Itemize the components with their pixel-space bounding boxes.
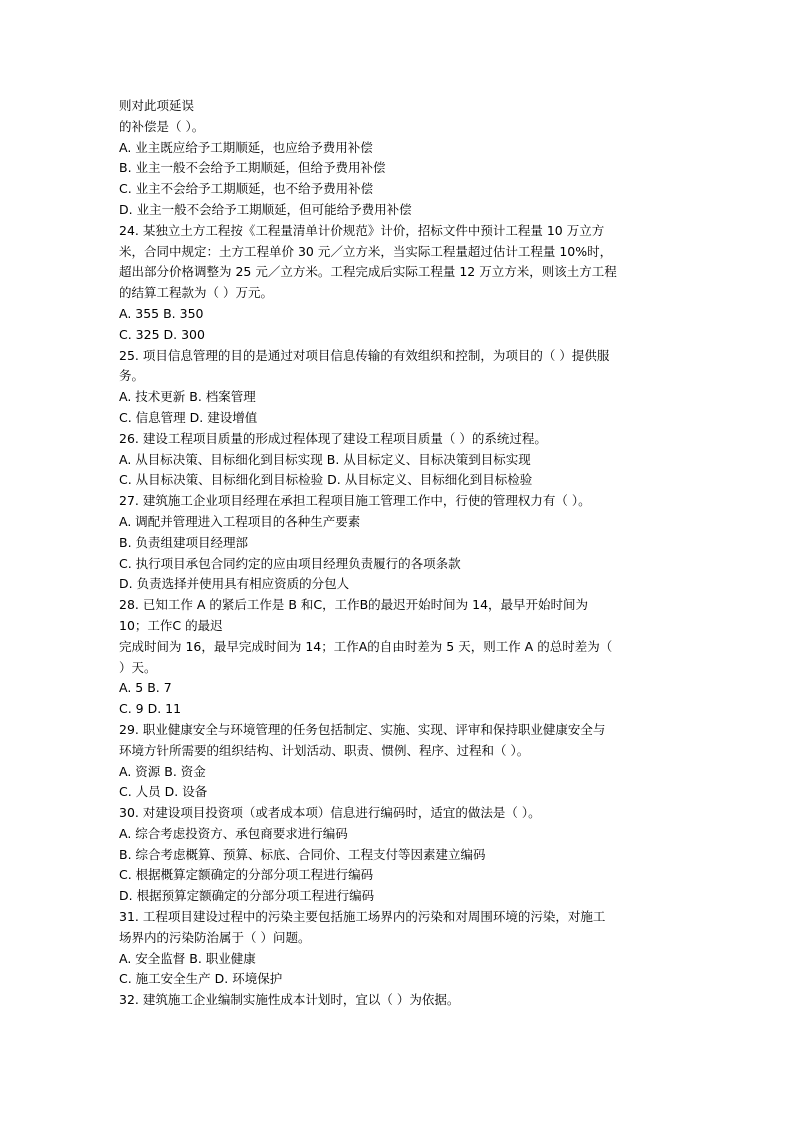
answer-options-row: C. 人员 D. 设备 <box>119 784 208 800</box>
answer-options-row: A. 从目标决策、目标细化到目标实现 B. 从目标定义、目标决策到目标实现 <box>119 451 531 467</box>
answer-option: C. 执行项目承包合同约定的应由项目经理负责履行的各项条款 <box>119 555 461 571</box>
answer-option: B. 负责组建项目经理部 <box>119 534 249 550</box>
question-29-text: 29. 职业健康安全与环境管理的任务包括制定、实施、实现、评审和保持职业健康安全与 <box>119 721 606 737</box>
answer-options-row: A. 安全监督 B. 职业健康 <box>119 950 256 966</box>
question-31-text: 场界内的污染防治属于（ ）问题。 <box>119 929 311 945</box>
question-text-line: 则对此项延误 <box>119 98 195 113</box>
answer-option: C. 业主不会给予工期顺延，也不给予费用补偿 <box>119 181 374 197</box>
question-text-line: 的补偿是（ ）。 <box>119 118 205 134</box>
question-30-text: 30. 对建设项目投资项（或者成本项）信息进行编码时，适宜的做法是（ ）。 <box>119 805 541 821</box>
question-27-text: 27. 建筑施工企业项目经理在承担工程项目施工管理工作中，行使的管理权力有（ ）。 <box>119 493 591 509</box>
question-25-text: 务。 <box>119 368 145 384</box>
answer-option: C. 根据概算定额确定的分部分项工程进行编码 <box>119 867 374 883</box>
question-28-text: ）天。 <box>119 659 157 675</box>
answer-options-row: C. 信息管理 D. 建设增值 <box>119 409 258 425</box>
answer-option: D. 根据预算定额确定的分部分项工程进行编码 <box>119 888 375 904</box>
question-32-text: 32. 建筑施工企业编制实施性成本计划时，宜以（ ）为依据。 <box>119 992 460 1008</box>
answer-options-row: C. 9 D. 11 <box>119 701 182 717</box>
question-24-text: 超出部分价格调整为 25 元／立方米。工程完成后实际工程量 12 万立方米，则该土方工程 <box>119 264 617 280</box>
answer-option: A. 综合考虑投资方、承包商要求进行编码 <box>119 825 348 841</box>
answer-options-row: C. 从目标决策、目标细化到目标检验 D. 从目标定义、目标细化到目标检验 <box>119 472 533 488</box>
question-28-text: 28. 已知工作 A 的紧后工作是 B 和C，工作B的最迟开始时间为 14，最早开始时间为 <box>119 597 589 613</box>
question-29-text: 环境方针所需要的组织结构、计划活动、职责、惯例、程序、过程和（ ）。 <box>119 742 530 758</box>
question-24-text: 的结算工程款为（ ）万元。 <box>119 285 273 301</box>
question-24-text: 24. 某独立土方工程按《工程量清单计价规范》计价，招标文件中预计工程量 10 万立方 <box>119 222 605 238</box>
answer-option: B. 业主一般不会给予工期顺延，但给予费用补偿 <box>119 160 386 176</box>
question-25-text: 25. 项目信息管理的目的是通过对项目信息传输的有效组织和控制，为项目的（ ）提供服 <box>119 347 610 363</box>
question-24-text: 米，合同中规定：土方工程单价 30 元／立方米，当实际工程量超过估计工程量 10%时， <box>119 243 613 259</box>
answer-option: B. 综合考虑概算、预算、标底、合同价、工程支付等因素建立编码 <box>119 846 486 862</box>
document-body <box>119 96 679 1011</box>
answer-options-row: A. 技术更新 B. 档案管理 <box>119 389 256 405</box>
question-28-text: 完成时间为 16，最早完成时间为 14；工作A的自由时差为 5 天，则工作 A 的总时差为（ <box>119 638 613 654</box>
question-31-text: 31. 工程项目建设过程中的污染主要包括施工场界内的污染和对周围环境的污染，对施工 <box>119 909 606 925</box>
answer-options-row: A. 5 B. 7 <box>119 680 172 696</box>
answer-options-row: C. 325 D. 300 <box>119 326 205 342</box>
answer-option: D. 业主一般不会给予工期顺延，但可能给予费用补偿 <box>119 201 412 217</box>
answer-options-row: A. 资源 B. 资金 <box>119 763 206 779</box>
answer-options-row: C. 施工安全生产 D. 环境保护 <box>119 971 283 987</box>
answer-options-row: A. 355 B. 350 <box>119 305 204 321</box>
question-28-text: 10；工作C 的最迟 <box>119 617 223 633</box>
answer-option: A. 调配并管理进入工程项目的各种生产要素 <box>119 513 361 529</box>
answer-option: D. 负责选择并使用具有相应资质的分包人 <box>119 576 350 592</box>
question-26-text: 26. 建设工程项目质量的形成过程体现了建设工程项目质量（ ）的系统过程。 <box>119 430 547 446</box>
answer-option: A. 业主既应给予工期顺延，也应给予费用补偿 <box>119 139 373 155</box>
